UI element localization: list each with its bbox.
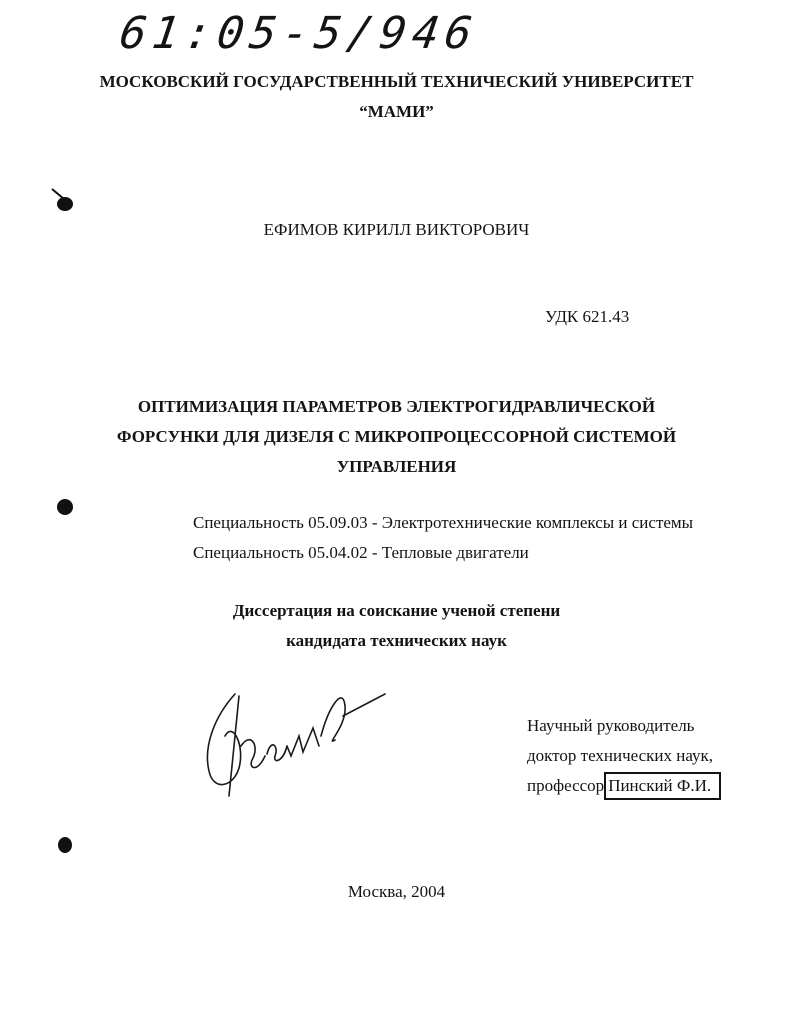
city-year: Москва, 2004: [347, 882, 446, 901]
punch-hole-mark: [54, 496, 78, 520]
university-name: МОСКОВСКИЙ ГОСУДАРСТВЕННЫЙ ТЕХНИЧЕСКИЙ УНИВЕРСИТЕТ: [99, 72, 694, 91]
udk-code: УДК 621.43: [545, 307, 630, 326]
handwritten-archive-code: 61:05-5/946: [116, 8, 481, 59]
supervisor-role: Научный руководитель: [527, 716, 695, 735]
author-signature: [195, 676, 395, 806]
supervisor-name: Пинский Ф.И.: [604, 772, 721, 800]
dissertation-title: [0, 392, 793, 482]
degree-block: [0, 596, 793, 656]
supervisor-degree: доктор технических наук,: [527, 746, 714, 765]
supervisor-block: [527, 711, 721, 801]
author-name: ЕФИМОВ КИРИЛЛ ВИКТОРОВИЧ: [263, 220, 530, 239]
punch-hole-mark: [54, 833, 78, 857]
title-line: ОПТИМИЗАЦИЯ ПАРАМЕТРОВ ЭЛЕКТРОГИДРАВЛИЧЕСКОЙ: [137, 397, 656, 416]
degree-line: Диссертация на соискание ученой степени: [232, 601, 561, 620]
degree-line: кандидата технических наук: [286, 631, 507, 650]
supervisor-rank: профессор: [527, 776, 605, 795]
specialty-line: Специальность 05.09.03 - Электротехнические комплексы и системы: [193, 513, 694, 532]
supervisor-line: [527, 771, 721, 801]
specialty-line: Специальность 05.04.02 - Тепловые двигатели: [193, 543, 529, 562]
university-abbr: “МАМИ”: [359, 102, 434, 121]
punch-hole-mark: [48, 185, 78, 215]
specialties-block: [193, 508, 693, 568]
title-line: УПРАВЛЕНИЯ: [336, 457, 457, 476]
title-line: ФОРСУНКИ ДЛЯ ДИЗЕЛЯ С МИКРОПРОЦЕССОРНОЙ СИСТЕМОЙ: [116, 427, 677, 446]
